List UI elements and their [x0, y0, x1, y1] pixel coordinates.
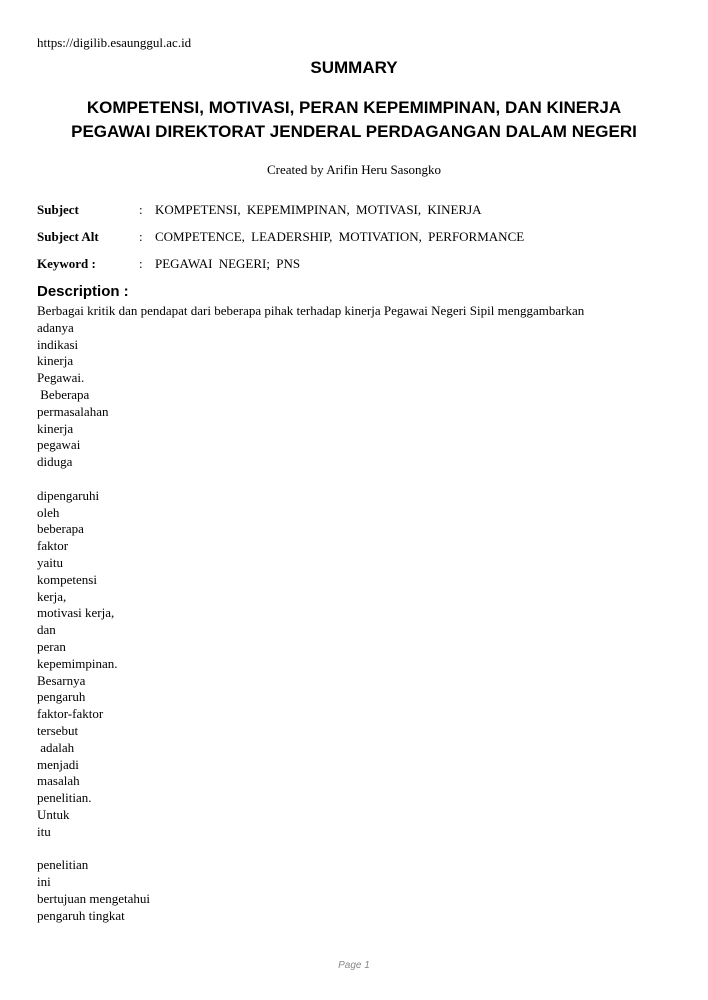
description-line: Besarnya: [37, 672, 86, 688]
description-line: faktor-faktor: [37, 706, 104, 722]
description-line: Beberapa: [37, 386, 90, 402]
description-line: Pegawai.: [37, 370, 85, 386]
description-line: dan: [37, 622, 56, 638]
description-line: [37, 471, 677, 488]
title-line-1: KOMPETENSI, MOTIVASI, PERAN KEPEMIMPINAN, DAN KINERJA: [86, 98, 622, 117]
author-credit: Created by Arifin Heru Sasongko: [266, 162, 442, 177]
description-line: kompetensi: [37, 571, 97, 587]
description-line: menjadi: [37, 756, 79, 772]
description-line: Berbagai kritik dan pendapat dari beberapa pihak terhadap kinerja Pegawai Negeri Sipil menggambarkan: [37, 303, 585, 318]
description-line: pengaruh tingkat: [37, 907, 125, 923]
description-line: penelitian.: [37, 790, 92, 806]
meta-label: Subject: [37, 202, 79, 217]
meta-row-subject: [37, 202, 482, 218]
meta-value: KOMPETENSI, KEPEMIMPINAN, MOTIVASI, KINERJA: [155, 202, 482, 217]
description-line: tersebut: [37, 722, 79, 738]
description-line: yaitu: [37, 554, 63, 570]
description-line: itu: [37, 823, 51, 839]
description-line: motivasi kerja,: [37, 605, 115, 621]
source-url: https://digilib.esaunggul.ac.id: [37, 35, 192, 50]
description-line: ini: [37, 874, 51, 890]
meta-value: COMPETENCE, LEADERSHIP, MOTIVATION, PERFORMANCE: [155, 229, 525, 244]
description-line: diduga: [37, 454, 73, 470]
description-line: pengaruh: [37, 689, 86, 705]
description-line: adanya: [37, 319, 74, 335]
description-line: kepemimpinan.: [37, 655, 118, 671]
meta-label: Keyword :: [37, 256, 96, 271]
page-number: Page 1: [338, 960, 370, 971]
description-line: kerja,: [37, 588, 67, 604]
description-line: adalah: [37, 739, 75, 755]
meta-colon: :: [139, 202, 143, 217]
meta-label: Subject Alt: [37, 229, 99, 244]
description-body: [37, 303, 677, 924]
description-line: Untuk: [37, 806, 70, 822]
meta-row-subject-alt: [37, 229, 524, 245]
description-line: oleh: [37, 504, 60, 520]
document-title: [0, 96, 708, 144]
description-line: bertujuan mengetahui: [37, 890, 150, 906]
description-line: beberapa: [37, 521, 84, 537]
description-line: kinerja: [37, 420, 74, 436]
description-line: permasalahan: [37, 403, 109, 419]
description-line: faktor: [37, 538, 69, 554]
title-line-2: PEGAWAI DIREKTORAT JENDERAL PERDAGANGAN DALAM NEGERI: [71, 122, 637, 141]
description-line: penelitian: [37, 857, 89, 873]
description-line: [37, 841, 677, 858]
description-line: pegawai: [37, 437, 81, 453]
description-line: dipengaruhi: [37, 487, 100, 503]
description-heading: Description :: [37, 283, 129, 300]
meta-value: PEGAWAI NEGERI; PNS: [155, 256, 301, 271]
description-line: masalah: [37, 773, 80, 789]
meta-colon: :: [139, 256, 143, 271]
meta-row-keyword: [37, 256, 300, 272]
meta-colon: :: [139, 229, 143, 244]
description-line: indikasi: [37, 336, 79, 352]
summary-heading: SUMMARY: [310, 58, 398, 77]
description-line: kinerja: [37, 353, 74, 369]
description-line: peran: [37, 638, 66, 654]
